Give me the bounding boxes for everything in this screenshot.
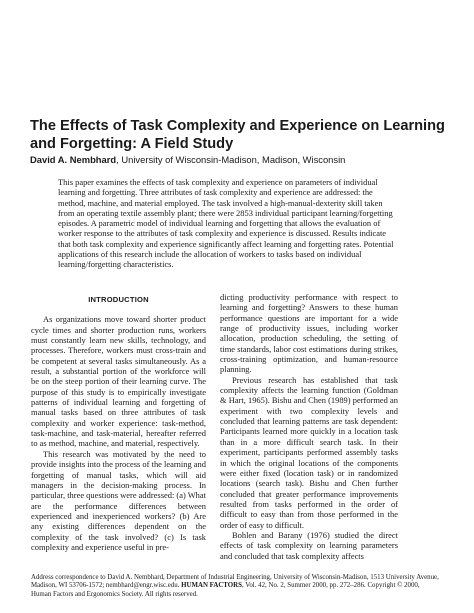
paragraph: dicting productivity performance with respect to learning and forgetting? Answers to these human performance questions are important for a wide range of productivity issues, including worker allocation, production scheduling, the setting of time standards, labor cost estimations during strikes, cross-training optimization, and human-resource planning. (220, 292, 398, 375)
author-name: David A. Nembhard (30, 154, 117, 165)
article-title: The Effects of Task Complexity and Experience on Learning and Forgetting: A Field Study (30, 118, 445, 152)
footnote-journal: HUMAN FACTORS (181, 582, 242, 590)
author-affiliation: , University of Wisconsin-Madison, Madison, Wisconsin (116, 154, 346, 165)
right-column (220, 292, 398, 561)
left-column (31, 292, 206, 552)
footnote-address: Address correspondence to David A. Nembhard, Department of Industrial Engineering, University of Wisconsin-Madison, 1513 University Avenue, Madison, WI 53706-1572; nembhard@engr.wisc.edu. (31, 574, 439, 590)
paragraph: Previous research has established that task complexity affects the learning function (Goldman & Hart, 1965). Bishu and Chen (1989) performed an experiment with two complexity levels and concluded that learning patterns are task dependent: Participants learned more quickly in a location task than in a more difficult search task. In their experiment, participants performed assembly tasks in which the original locations of the components were either fixed (location task) or in randomized locations (search task). Bishu and Chen further concluded that greater performance improvements resulted from tasks performed in the order of difficult to easy than from those performed in the order of easy to difficult. (220, 374, 398, 530)
footnote (31, 574, 441, 599)
paragraph: As organizations move toward shorter product cycle times and shorter production runs, workers must constantly learn new skills, technology, and processes. Therefore, workers must cross-train and be competent at several tasks simultaneously. As a result, a substantial portion of the workforce will be on the steep portion of their learning curve. The purpose of this study is to empirically investigate patterns of individual learning and forgetting of manual tasks based on three attributes of task complexity and worker experience: task-method, task-machine, and task-material, hereafter referred to as method, machine, and material, respectively. (31, 314, 206, 449)
paragraph: This research was motivated by the need to provide insights into the process of the learning and forgetting of manual tasks, which will aid managers in the decision-making process. In particular, three questions were addressed: (a) What are the performance differences between experienced and inexperienced workers? (b) Are any existing differences dependent on the complexity of the task involved? (c) Is task complexity and experience useful in pre- (31, 448, 206, 552)
paragraph: Bohlen and Barany (1976) studied the direct effects of task complexity on learning parameters and concluded that task complexity affects (220, 529, 398, 561)
footnote-citation: , Vol. 42, No. 2, Summer 2000, pp. 272–286. Copyright © 2000, Human Factors and Ergonomics Society. All rights reserved. (31, 582, 420, 598)
author-line (30, 154, 450, 166)
section-heading-introduction: INTRODUCTION (88, 295, 149, 304)
abstract: This paper examines the effects of task complexity and experience on parameters of individual learning and forgetting. Three attributes of task complexity and experience are addressed: the method, machine, and material employed. The task involved a high-manual-dexterity skill taken from an operating textile assembly plant; there were 2853 individual participant learning/forgetting episodes. A parametric model of individual learning and forgetting that allows the evaluation of worker response to the attributes of task complexity and experience is discussed. Results indicate that both task complexity and experience significantly affect learning and forgetting rates. Potential applications of this research include the allocation of workers to tasks based on individual learning/forgetting characteristics. (58, 177, 394, 270)
